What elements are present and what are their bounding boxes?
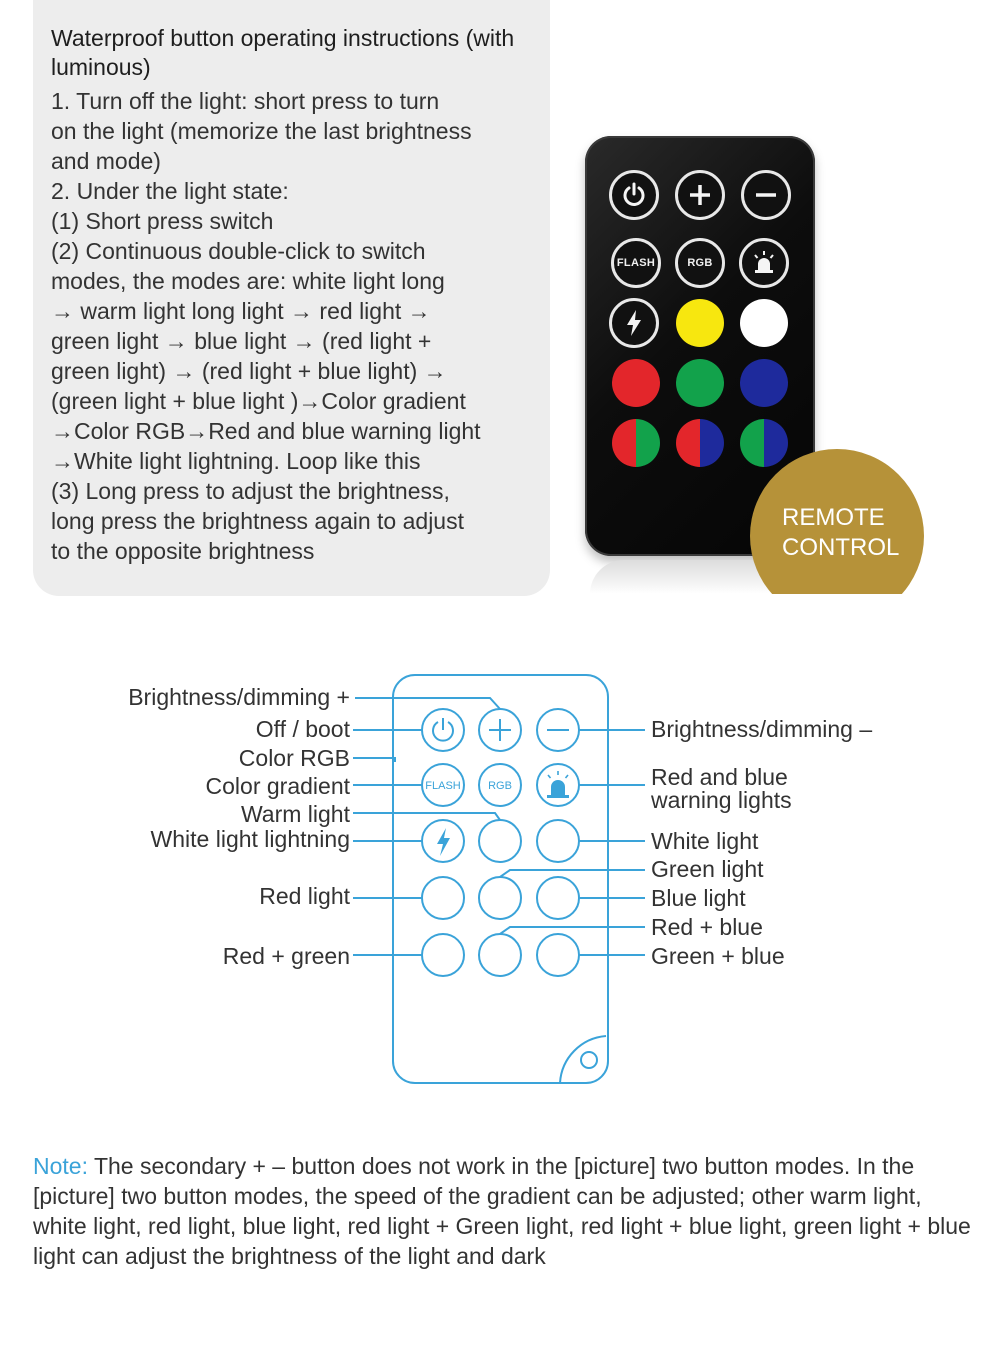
remote-corner-arc xyxy=(560,1036,606,1083)
leader-brightness-plus xyxy=(355,698,500,709)
green-blue-button-outline xyxy=(537,934,579,976)
blue-light-button xyxy=(739,358,789,408)
red-light-fill xyxy=(612,359,660,407)
lightning-icon xyxy=(609,298,659,348)
siren-icon xyxy=(547,771,569,798)
label-red-light: Red light xyxy=(259,883,350,909)
siren-icon xyxy=(739,238,789,288)
rgb-label: RGB xyxy=(488,780,512,792)
badge-line-2: CONTROL xyxy=(782,534,900,561)
power-icon xyxy=(609,170,659,220)
label-green-light: Green light xyxy=(651,856,764,882)
instruction-line: green light) → (red light + blue light) → xyxy=(51,358,447,384)
label-warning-line-1: Red and blue xyxy=(651,764,788,790)
warm-light-button-outline xyxy=(479,820,521,862)
power-icon xyxy=(433,718,453,741)
instruction-line: → warm light long light → red light → xyxy=(51,298,431,324)
minus-icon xyxy=(741,170,791,220)
instructions-title: Waterproof button operating instructions (with luminous) xyxy=(51,25,515,80)
flash-button-photo xyxy=(611,238,661,288)
label-red-blue: Red + blue xyxy=(651,914,763,940)
label-red-green: Red + green xyxy=(222,943,350,969)
rgb-label: RGB xyxy=(687,257,713,269)
note-paragraph xyxy=(33,1151,973,1271)
yellow-light-fill xyxy=(676,299,724,347)
instructions-body xyxy=(51,86,550,566)
note-text: The secondary + – button does not work in the [picture] two button modes. In the [picture] two button modes, the speed of the gradient can be adjusted; other warm light, white light, red light, blue light, red light + Green light, red light + blue light, green light + blue light can adjust the brightness of the light and dark xyxy=(33,1153,971,1269)
remote-corner-dot xyxy=(581,1052,597,1068)
blue-light-button-outline xyxy=(537,877,579,919)
lightning-icon xyxy=(437,828,450,856)
instruction-line: and mode) xyxy=(51,148,161,174)
label-color-rgb: Color RGB xyxy=(238,745,350,771)
rgb-button-photo xyxy=(675,238,725,288)
instruction-line: long press the brightness again to adjust xyxy=(51,508,464,534)
label-blue-light: Blue light xyxy=(651,885,746,911)
instruction-line: (1) Short press switch xyxy=(51,208,274,234)
white-light-button-outline xyxy=(537,820,579,862)
button-diagram xyxy=(0,660,1000,1100)
instruction-line: (3) Long press to adjust the brightness, xyxy=(51,478,450,504)
instruction-line: to the opposite brightness xyxy=(51,538,315,564)
instruction-line: →Color RGB→Red and blue warning light xyxy=(51,418,481,444)
white-light-fill xyxy=(740,299,788,347)
label-brightness-minus: Brightness/dimming – xyxy=(651,716,873,742)
red-half xyxy=(612,419,636,467)
leader-green-light xyxy=(500,870,645,877)
label-warning-line-2: warning lights xyxy=(651,787,792,813)
instruction-line: →White light lightning. Loop like this xyxy=(51,448,421,474)
instructions-panel xyxy=(33,0,550,596)
label-brightness-plus: Brightness/dimming + xyxy=(128,684,350,710)
red-blue-button-outline xyxy=(479,934,521,976)
leader-red-blue xyxy=(500,927,645,934)
leader-warm-light xyxy=(353,813,500,820)
flash-label: FLASH xyxy=(425,780,461,792)
label-white-light: White light xyxy=(651,828,759,854)
blue-light-fill xyxy=(740,359,788,407)
badge-line-1: REMOTE xyxy=(782,504,885,531)
red-green-button-outline xyxy=(422,934,464,976)
label-green-blue: Green + blue xyxy=(651,943,785,969)
instruction-line: (2) Continuous double-click to switch xyxy=(51,238,426,264)
label-color-gradient: Color gradient xyxy=(205,773,350,799)
instruction-line: modes, the modes are: white light long xyxy=(51,268,445,294)
remote-control-badge xyxy=(750,449,924,594)
note-label: Note: xyxy=(33,1153,88,1179)
red-light-button xyxy=(611,358,661,408)
white-light-button xyxy=(739,298,789,348)
instruction-line: 1. Turn off the light: short press to turn xyxy=(51,88,440,114)
red-half xyxy=(676,419,700,467)
label-white-lightning: White light lightning xyxy=(150,826,350,852)
label-warm-light: Warm light xyxy=(240,801,350,827)
green-light-button-outline xyxy=(479,877,521,919)
green-half xyxy=(636,419,660,467)
red-green-button xyxy=(611,418,661,468)
instruction-line: (green light + blue light )→Color gradient xyxy=(51,388,466,414)
plus-icon xyxy=(489,719,511,741)
plus-icon xyxy=(675,170,725,220)
leader-color-rgb xyxy=(353,758,395,762)
label-off-boot: Off / boot xyxy=(255,716,350,742)
green-light-button xyxy=(675,358,725,408)
instruction-line: on the light (memorize the last brightness xyxy=(51,118,472,144)
instruction-line: 2. Under the light state: xyxy=(51,178,289,204)
yellow-light-button xyxy=(675,298,725,348)
badge-clip xyxy=(700,440,1000,594)
flash-label: FLASH xyxy=(616,257,656,269)
red-light-button-outline xyxy=(422,877,464,919)
green-light-fill xyxy=(676,359,724,407)
instruction-line: green light → blue light → (red light + xyxy=(51,328,432,354)
